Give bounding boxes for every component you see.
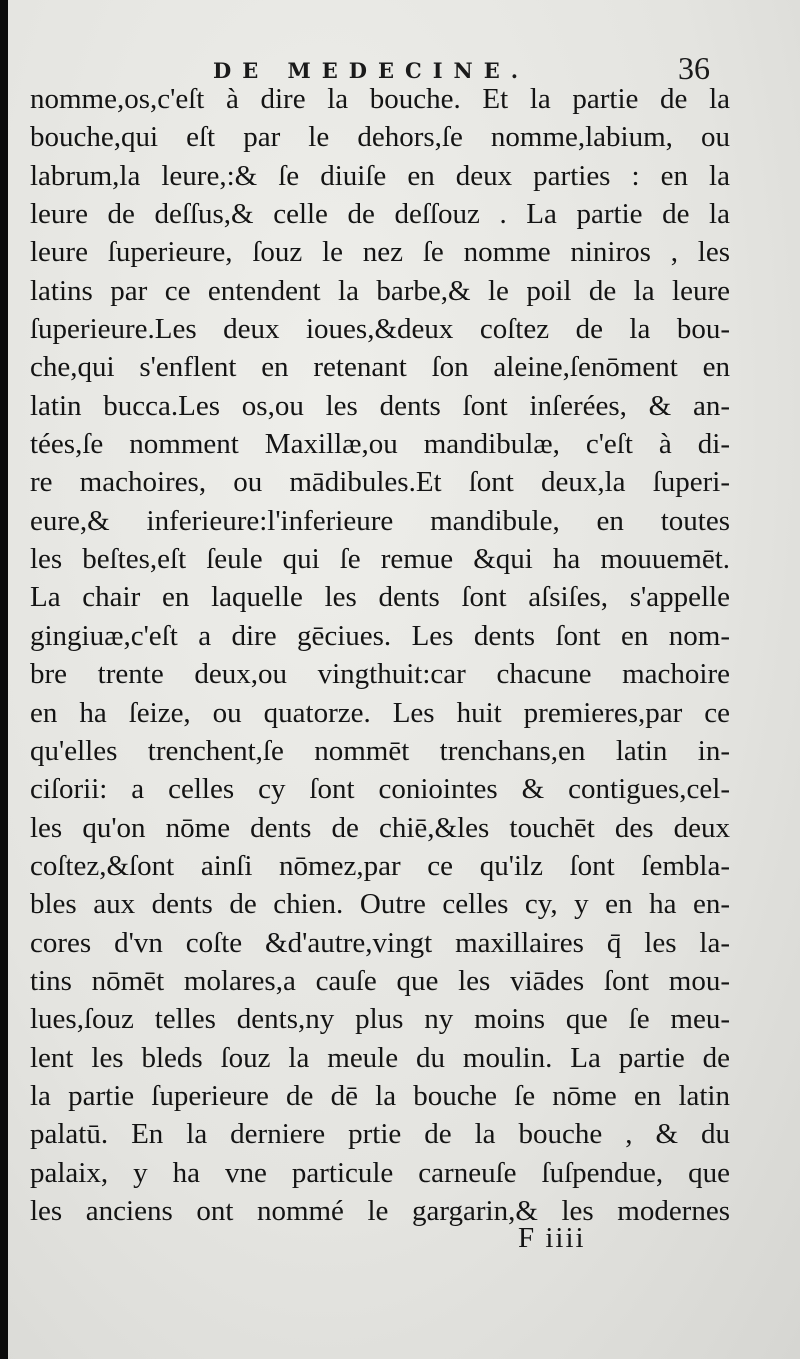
text-line: ſuperieure.Les deux ioues,&deux coſtez de la bou- — [30, 313, 730, 346]
text-line: qu'elles trenchent,ſe nommēt trenchans,en latin in- — [30, 734, 730, 767]
text-line: eure,& inferieure:l'inferieure mandibule, en toutes — [30, 504, 730, 537]
text-line: les anciens ont nommé le gargarin,& les modernes — [30, 1194, 730, 1227]
book-page — [8, 0, 800, 1359]
text-line: bouche,qui eſt par le dehors,ſe nomme,labium, ou — [30, 121, 730, 154]
text-line: bre trente deux,ou vingthuit:car chacune machoire — [30, 658, 730, 691]
text-line: palatū. En la derniere prtie de la bouche , & du — [30, 1118, 730, 1151]
text-line: cores d'vn coſte &d'autre,vingt maxillaires q̄ les la- — [30, 926, 730, 959]
text-line: nomme,os,c'eſt à dire la bouche. Et la partie de la — [30, 83, 730, 115]
page-number: 36 — [678, 50, 710, 86]
text-line: lent les bleds ſouz la meule du moulin. La partie de — [30, 1041, 730, 1074]
text-line: che,qui s'enflent en retenant ſon aleine,ſenōment en — [30, 351, 730, 384]
text-line: labrum,la leure,:& ſe diuiſe en deux parties : en la — [30, 159, 730, 192]
text-line: latin bucca.Les os,ou les dents ſont inſerées, & an- — [30, 389, 730, 422]
text-line: les beſtes,eſt ſeule qui ſe remue &qui ha mouuemēt. — [30, 543, 730, 576]
text-line: palaix, y ha vne particule carneuſe ſuſpendue, que — [30, 1156, 730, 1189]
body-text — [30, 80, 730, 1230]
text-line: leure ſuperieure, ſouz le nez ſe nomme niniros , les — [30, 236, 730, 269]
text-line: gingiuæ,c'eſt a dire gēciues. Les dents ſont en nom- — [30, 619, 730, 652]
text-line: en ha ſeize, ou quatorze. Les huit premieres,par ce — [30, 696, 730, 729]
text-line: lues,ſouz telles dents,ny plus ny moins que ſe meu- — [30, 1003, 730, 1036]
text-line: re machoires, ou mādibules.Et ſont deux,la ſuperi- — [30, 466, 730, 499]
text-line: tées,ſe nomment Maxillæ,ou mandibulæ, c'eſt à di- — [30, 428, 730, 461]
running-head: DE MEDECINE. — [213, 58, 530, 83]
signature-mark: F iiii — [518, 1222, 586, 1254]
text-line: bles aux dents de chien. Outre celles cy, y en ha en- — [30, 888, 730, 921]
text-line: coſtez,&ſont ainſi nōmez,par ce qu'ilz ſont ſembla- — [30, 849, 730, 882]
text-line: tins nōmēt molares,a cauſe que les viādes ſont mou- — [30, 964, 730, 997]
text-line: leure de deſſus,& celle de deſſouz . La partie de la — [30, 198, 730, 231]
text-line: la partie ſuperieure de dē la bouche ſe nōme en latin — [30, 1079, 730, 1112]
text-line: ciſorii: a celles cy ſont coniointes & contigues,cel- — [30, 773, 730, 806]
text-line: les qu'on nōme dents de chiē,&les touchēt des deux — [30, 811, 730, 844]
text-line: La chair en laquelle les dents ſont aſsiſes, s'appelle — [30, 581, 730, 614]
text-line: latins par ce entendent la barbe,& le poil de la leure — [30, 274, 730, 307]
